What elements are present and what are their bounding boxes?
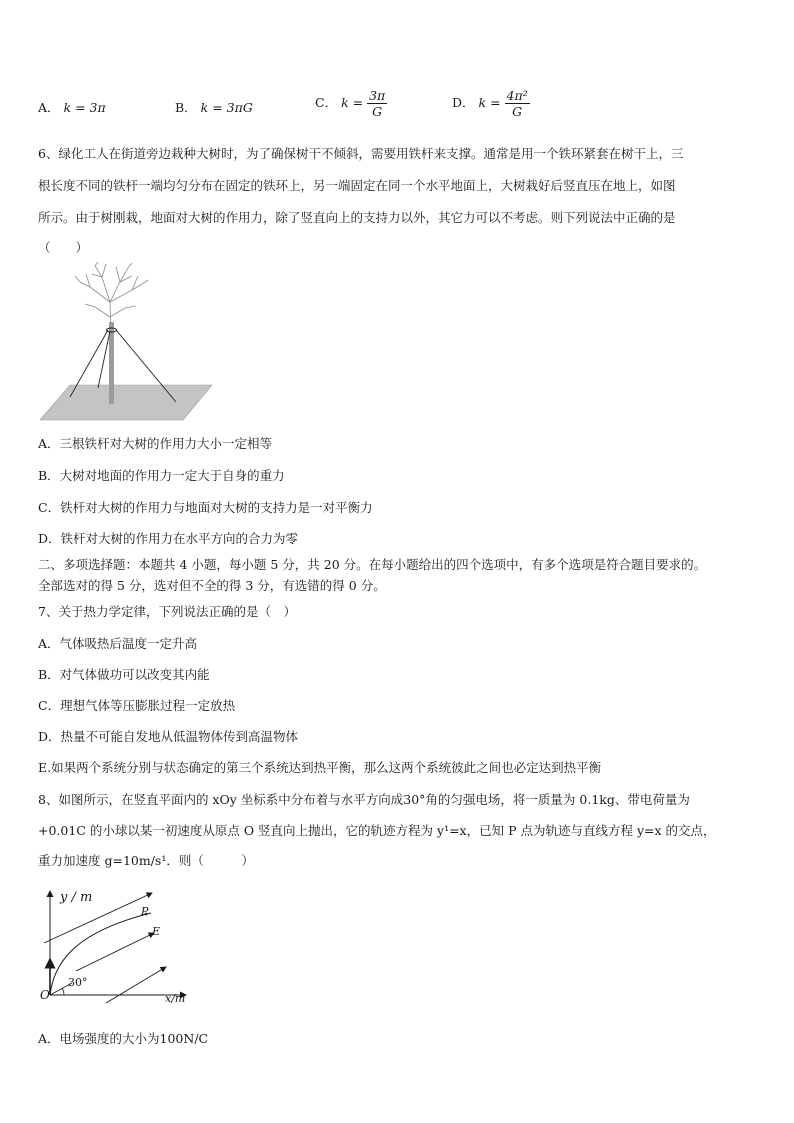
q7-option-a: A．气体吸热后温度一定升高 — [38, 636, 198, 651]
q5-option-d-denominator: G — [512, 104, 523, 119]
q5-option-c-lhs: k = — [341, 95, 364, 110]
q8-x-axis-label: x/m — [165, 992, 186, 1005]
q7-option-d: D．热量不可能自发地从低温物体传到高温物体 — [38, 729, 299, 744]
q7-option-e: E.如果两个系统分别与状态确定的第三个系统达到热平衡，那么这两个系统彼此之间也必定达到热平衡 — [38, 760, 602, 775]
q7-option-c: C．理想气体等压膨胀过程一定放热 — [38, 698, 236, 713]
q7-stem: 7、关于热力学定律，下列说法正确的是（ ） — [38, 604, 296, 619]
q8-option-a: A．电场强度的大小为100N/C — [38, 1031, 209, 1046]
q6-stem-line-1: 6、绿化工人在街道旁边栽种大树时，为了确保树干不倾斜，需要用铁杆来支撑。通常是用一个铁环紧套在树干上，三 — [38, 146, 684, 161]
q5-option-c-numerator: 3π — [369, 88, 386, 103]
q5-option-c-fraction — [367, 88, 387, 119]
q5-option-c — [315, 88, 387, 119]
q7-option-b: B．对气体做功可以改变其内能 — [38, 667, 210, 682]
q5-option-d-lhs: k = — [478, 95, 501, 110]
field-line-3 — [106, 967, 166, 1003]
q6-answer-bracket: （ ） — [38, 240, 89, 255]
q5-option-d-fraction — [505, 88, 530, 119]
angle-arc — [62, 988, 64, 995]
q8-stem-line-1: 8、如图所示，在竖直平面内的 xOy 坐标系中分布着与水平方向成30°角的匀强电场，将一质量为 0.1kg、带电荷量为 — [38, 792, 690, 807]
section2-heading-line-2: 全部选对的得 5 分，选对但不全的得 3 分，有选错的得 0 分。 — [38, 578, 386, 593]
q5-option-a-label: A． — [38, 100, 60, 115]
q6-option-a: A．三根铁杆对大树的作用力大小一定相等 — [38, 436, 273, 451]
q5-option-c-denominator: G — [372, 104, 383, 119]
q5-option-a-expr: k = 3π — [63, 100, 106, 115]
iron-rod-2 — [98, 331, 110, 388]
q5-option-d-label: D． — [452, 95, 475, 110]
trajectory-curve — [50, 913, 151, 995]
q8-y-axis-label: y / m — [60, 890, 93, 905]
q5-option-d — [452, 88, 530, 119]
q6-option-b: B．大树对地面的作用力一定大于自身的重力 — [38, 468, 285, 483]
q8-angle-label: 30° — [68, 976, 88, 989]
q8-stem-line-2: +0.01C 的小球以某一初速度从原点 O 竖直向上抛出，它的轨迹方程为 y¹=x，已知 P 点为轨迹与直线方程 y=x 的交点， — [38, 823, 716, 838]
ground-plane — [40, 385, 212, 420]
section2-heading-line-1: 二、多项选择题：本题共 4 小题，每小题 5 分，共 20 分。在每小题给出的四个选项中，有多个选项是符合题目要求的。 — [38, 557, 707, 572]
q8-stem-line-3: 重力加速度 g=10m/s¹．则（ ） — [38, 853, 254, 868]
q5-option-d-numerator: 4π² — [506, 88, 528, 103]
q5-option-b-expr: k = 3πG — [200, 100, 253, 115]
q6-option-c: C．铁杆对大树的作用力与地面对大树的支持力是一对平衡力 — [38, 500, 373, 515]
q5-option-b — [175, 98, 253, 116]
q6-stem-line-3: 所示。由于树刚栽，地面对大树的作用力，除了竖直向上的支持力以外，其它力可以不考虑。则下列说法中正确的是 — [38, 210, 676, 225]
q6-tree-figure — [40, 262, 212, 422]
q5-option-c-label: C． — [315, 95, 338, 110]
field-line-2 — [76, 933, 154, 971]
q8-point-p-label: P — [141, 905, 149, 918]
q5-option-a — [38, 98, 106, 116]
tree-branches — [75, 262, 148, 332]
q8-field-e-label: E — [152, 925, 161, 938]
q6-option-d: D．铁杆对大树的作用力在水平方向的合力为零 — [38, 531, 299, 546]
q5-option-b-label: B． — [175, 100, 197, 115]
q8-origin-label: O — [40, 988, 50, 1002]
q6-stem-line-2: 根长度不同的铁杆一端均匀分布在固定的铁环上，另一端固定在同一个水平地面上，大树栽好后竖直压在地上，如图 — [38, 178, 676, 193]
